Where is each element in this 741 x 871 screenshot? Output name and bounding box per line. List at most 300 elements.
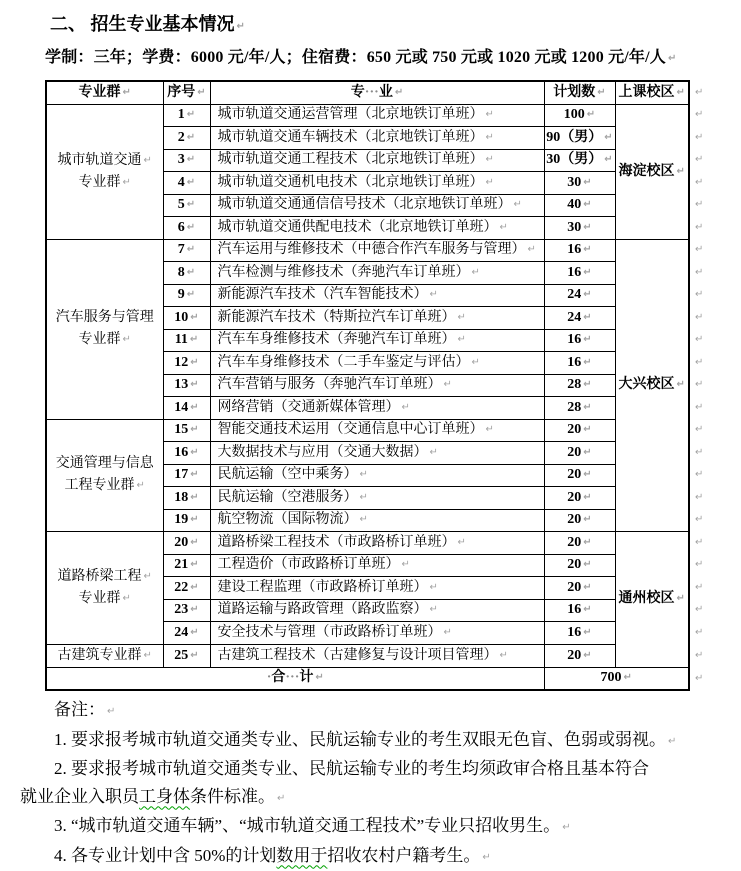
paragraph-mark-icon: ↵ (695, 357, 703, 368)
row-end-mark (689, 532, 715, 555)
text-run: 备注： (54, 700, 105, 719)
row-end-mark (689, 81, 715, 104)
group-cell (46, 532, 163, 645)
row-number-cell: 23 ↵ (163, 599, 210, 622)
row-number-cell: 16 ↵ (163, 442, 210, 465)
major-cell (210, 352, 544, 375)
paragraph-mark-icon: ↵ (360, 469, 368, 480)
paragraph-mark-icon: ↵ (695, 424, 703, 435)
paragraph-mark-icon: ↵ (695, 289, 703, 300)
row-end-mark (689, 464, 715, 487)
row-number-cell: 17 ↵ (163, 464, 210, 487)
paragraph-mark-icon: ↵ (583, 402, 591, 413)
text-run: 合 (271, 670, 285, 685)
major-name: 建设工程监理（市政路桥订单班） (218, 580, 428, 595)
paragraph-mark-icon: ↵ (144, 155, 152, 166)
plan-count-cell: 20 ↵ (544, 419, 615, 442)
paragraph-mark-icon: ↵ (360, 492, 368, 503)
group-label: 道路桥梁工程 (58, 569, 142, 584)
paragraph-mark-icon: ↵ (277, 793, 285, 804)
major-cell (210, 329, 544, 352)
paragraph-mark-icon: ↵ (677, 379, 685, 390)
group-label: 城市轨道交通 (58, 153, 142, 168)
spellcheck-underline: 工身体 (139, 787, 190, 806)
paragraph-mark-icon: ↵ (144, 650, 152, 661)
row-number-cell: 13 ↵ (163, 374, 210, 397)
paragraph-mark-icon: ↵ (486, 424, 494, 435)
paragraph-mark-icon: ↵ (695, 222, 703, 233)
row-end-mark (689, 127, 715, 150)
paragraph-mark-icon: ↵ (107, 706, 115, 717)
fees-line-text: 学制：三年；学费：6000 元/年/人；住宿费：650 元或 750 元或 1020 元或 1200 元/年/人 (45, 49, 666, 66)
text-run: 1. 要求报考城市轨道交通类专业、民航运输专业的考生双眼无色盲、色弱或弱视。 (54, 730, 666, 749)
paragraph-mark-icon: ↵ (458, 537, 466, 548)
plan-count-cell: 20 ↵ (544, 509, 615, 532)
group-label: 工程专业群 (65, 478, 135, 493)
paragraph-mark-icon: ↵ (677, 593, 685, 604)
row-end-mark (689, 217, 715, 240)
row-number-cell: 15 ↵ (163, 419, 210, 442)
paragraph-mark-icon: ↵ (583, 289, 591, 300)
group-label: 专业群 (79, 332, 121, 347)
row-end-mark (689, 307, 715, 330)
row-number-cell: 21 ↵ (163, 554, 210, 577)
paragraph-mark-icon: ↵ (677, 87, 685, 98)
plan-count-cell: 28 ↵ (544, 374, 615, 397)
total-label-cell (46, 667, 544, 690)
row-number-cell: 18 ↵ (163, 487, 210, 510)
major-name: 航空物流（国际物流） (218, 512, 358, 527)
total-row (46, 667, 715, 690)
table-header-row (46, 81, 715, 104)
campus-cell (615, 104, 689, 239)
row-end-mark (689, 352, 715, 375)
major-name: 城市轨道交通运营管理（北京地铁订单班） (218, 107, 484, 122)
paragraph-mark-icon: ↵ (187, 244, 195, 255)
paragraph-mark-icon: ↵ (583, 650, 591, 661)
text-run: ··· (365, 85, 379, 100)
paragraph-mark-icon: ↵ (695, 132, 703, 143)
major-cell (210, 577, 544, 600)
row-end-mark (689, 329, 715, 352)
notes-section (20, 696, 741, 871)
paragraph-mark-icon: ↵ (695, 402, 703, 413)
table-row (46, 239, 715, 262)
text-run: 计 (299, 670, 313, 685)
paragraph-mark-icon: ↵ (695, 379, 703, 390)
paragraph-mark-icon: ↵ (583, 469, 591, 480)
paragraph-mark-icon: ↵ (315, 672, 323, 683)
paragraph-mark-icon: ↵ (604, 132, 612, 143)
paragraph-mark-icon: ↵ (472, 357, 480, 368)
paragraph-mark-icon: ↵ (123, 177, 131, 188)
paragraph-mark-icon: ↵ (583, 447, 591, 458)
major-cell (210, 104, 544, 127)
paragraph-mark-icon: ↵ (187, 222, 195, 233)
paragraph-mark-icon: ↵ (695, 604, 703, 615)
column-header (544, 81, 615, 104)
paragraph-mark-icon: ↵ (668, 53, 677, 64)
major-name: 古建筑工程技术（古建修复与设计项目管理） (218, 648, 498, 663)
group-label: 专业群 (79, 591, 121, 606)
text-run: ··· (285, 670, 299, 685)
paragraph-mark-icon: ↵ (695, 87, 703, 98)
paragraph-mark-icon: ↵ (695, 447, 703, 458)
paragraph-mark-icon: ↵ (444, 379, 452, 390)
paragraph-mark-icon: ↵ (528, 244, 536, 255)
major-name: 大数据技术与应用（交通大数据） (218, 445, 428, 460)
paragraph-mark-icon: ↵ (486, 109, 494, 120)
major-name: 城市轨道交通通信信号技术（北京地铁订单班） (218, 197, 512, 212)
paragraph-mark-icon: ↵ (514, 199, 522, 210)
row-end-mark (689, 599, 715, 622)
paragraph-mark-icon: ↵ (187, 109, 195, 120)
paragraph-mark-icon: ↵ (187, 289, 195, 300)
paragraph-mark-icon: ↵ (187, 267, 195, 278)
paragraph-mark-icon: ↵ (190, 604, 198, 615)
paragraph-mark-icon: ↵ (190, 312, 198, 323)
paragraph-mark-icon: ↵ (430, 447, 438, 458)
paragraph-mark-icon: ↵ (430, 289, 438, 300)
section-title-text: 二、 招生专业基本情况 (50, 14, 235, 34)
row-end-mark (689, 172, 715, 195)
paragraph-mark-icon: ↵ (583, 582, 591, 593)
paragraph-mark-icon: ↵ (695, 514, 703, 525)
paragraph-mark-icon: ↵ (190, 627, 198, 638)
paragraph-mark-icon: ↵ (444, 627, 452, 638)
row-end-mark (689, 667, 715, 690)
plan-count-cell: 20 ↵ (544, 487, 615, 510)
plan-count-cell: 20 ↵ (544, 532, 615, 555)
major-name: 民航运输（空港服务） (218, 490, 358, 505)
paragraph-mark-icon: ↵ (500, 222, 508, 233)
group-label: 古建筑专业群 (58, 648, 142, 663)
column-header (46, 81, 163, 104)
paragraph-mark-icon: ↵ (190, 402, 198, 413)
table-row (46, 104, 715, 127)
paragraph-mark-icon: ↵ (695, 673, 703, 684)
text-run: 专 (351, 85, 365, 100)
paragraph-mark-icon: ↵ (583, 177, 591, 188)
section-title (50, 10, 245, 36)
paragraph-mark-icon: ↵ (583, 357, 591, 368)
row-end-mark (689, 487, 715, 510)
row-end-mark (689, 554, 715, 577)
major-cell (210, 262, 544, 285)
paragraph-mark-icon: ↵ (695, 312, 703, 323)
row-end-mark (689, 397, 715, 420)
paragraph-mark-icon: ↵ (482, 852, 490, 863)
text-run: 条件标准。 (190, 787, 275, 806)
note-line (20, 783, 741, 813)
paragraph-mark-icon: ↵ (137, 480, 145, 491)
major-name: 汽车营销与服务（奔驰汽车订单班） (218, 377, 442, 392)
row-number-cell: 8 ↵ (163, 262, 210, 285)
campus-label: 海淀校区 (619, 164, 675, 179)
plan-count-cell: 100 ↵ (544, 104, 615, 127)
major-cell (210, 149, 544, 172)
major-cell (210, 419, 544, 442)
row-number-cell: 10 ↵ (163, 307, 210, 330)
plan-count-cell: 20 ↵ (544, 644, 615, 667)
paragraph-mark-icon: ↵ (597, 87, 605, 98)
paragraph-mark-icon: ↵ (360, 514, 368, 525)
paragraph-mark-icon: ↵ (190, 514, 198, 525)
fees-line (45, 44, 677, 67)
major-cell (210, 127, 544, 150)
paragraph-mark-icon: ↵ (458, 334, 466, 345)
paragraph-mark-icon: ↵ (187, 132, 195, 143)
paragraph-mark-icon: ↵ (402, 402, 410, 413)
group-cell (46, 104, 163, 239)
row-end-mark (689, 194, 715, 217)
row-number-cell: 14 ↵ (163, 397, 210, 420)
major-name: 安全技术与管理（市政路桥订单班） (218, 625, 442, 640)
row-end-mark (689, 622, 715, 645)
group-label: 专业群 (79, 175, 121, 190)
paragraph-mark-icon: ↵ (695, 154, 703, 165)
paragraph-mark-icon: ↵ (187, 177, 195, 188)
paragraph-mark-icon: ↵ (583, 424, 591, 435)
note-line (20, 755, 741, 783)
paragraph-mark-icon: ↵ (190, 379, 198, 390)
paragraph-mark-icon: ↵ (486, 177, 494, 188)
text-run: 序号 (167, 85, 195, 100)
paragraph-mark-icon: ↵ (190, 582, 198, 593)
group-cell (46, 644, 163, 667)
paragraph-mark-icon: ↵ (144, 571, 152, 582)
plan-count-cell: 24 ↵ (544, 307, 615, 330)
row-end-mark (689, 442, 715, 465)
row-end-mark (689, 262, 715, 285)
row-end-mark (689, 284, 715, 307)
paragraph-mark-icon: ↵ (695, 627, 703, 638)
major-cell (210, 397, 544, 420)
text-run: 招收农村户籍考生。 (327, 846, 480, 865)
paragraph-mark-icon: ↵ (190, 424, 198, 435)
note-line (20, 726, 741, 756)
text-run: · (267, 670, 272, 685)
campus-cell (615, 239, 689, 532)
paragraph-mark-icon: ↵ (695, 199, 703, 210)
row-number-cell: 5 ↵ (163, 194, 210, 217)
paragraph-mark-icon: ↵ (190, 537, 198, 548)
paragraph-mark-icon: ↵ (237, 21, 245, 32)
row-number-cell: 6 ↵ (163, 217, 210, 240)
text-run: 就业企业入职员 (20, 787, 139, 806)
paragraph-mark-icon: ↵ (695, 109, 703, 120)
major-name: 城市轨道交通车辆技术（北京地铁订单班） (218, 130, 484, 145)
row-number-cell: 7 ↵ (163, 239, 210, 262)
paragraph-mark-icon: ↵ (430, 582, 438, 593)
paragraph-mark-icon: ↵ (190, 650, 198, 661)
spellcheck-underline: 数用于 (276, 846, 327, 865)
paragraph-mark-icon: ↵ (587, 109, 595, 120)
group-label: 汽车服务与管理 (56, 310, 154, 325)
campus-label: 大兴校区 (619, 377, 675, 392)
row-end-mark (689, 374, 715, 397)
paragraph-mark-icon: ↵ (624, 672, 632, 683)
major-name: 城市轨道交通机电技术（北京地铁订单班） (218, 175, 484, 190)
major-cell (210, 464, 544, 487)
major-cell (210, 239, 544, 262)
paragraph-mark-icon: ↵ (190, 469, 198, 480)
plan-count-cell: 16 ↵ (544, 329, 615, 352)
paragraph-mark-icon: ↵ (123, 87, 131, 98)
group-label: 交通管理与信息 (56, 456, 154, 471)
row-number-cell: 9 ↵ (163, 284, 210, 307)
paragraph-mark-icon: ↵ (695, 177, 703, 188)
paragraph-mark-icon: ↵ (583, 244, 591, 255)
note-line (20, 696, 741, 726)
row-number-cell: 24 ↵ (163, 622, 210, 645)
campus-cell (615, 532, 689, 668)
plan-count-cell: 16 ↵ (544, 622, 615, 645)
plan-count-cell: 16 ↵ (544, 599, 615, 622)
paragraph-mark-icon: ↵ (123, 334, 131, 345)
paragraph-mark-icon: ↵ (190, 334, 198, 345)
paragraph-mark-icon: ↵ (190, 492, 198, 503)
group-cell (46, 239, 163, 419)
paragraph-mark-icon: ↵ (190, 447, 198, 458)
paragraph-mark-icon: ↵ (695, 267, 703, 278)
paragraph-mark-icon: ↵ (583, 514, 591, 525)
table-row (46, 419, 715, 442)
text-run: 3. “城市轨道交通车辆”、“城市轨道交通工程技术”专业只招收男生。 (54, 816, 560, 835)
plan-count-cell: 30（男） ↵ (544, 149, 615, 172)
paragraph-mark-icon: ↵ (583, 312, 591, 323)
row-number-cell: 1 ↵ (163, 104, 210, 127)
text-run: 4. 各专业计划中含 50%的计划 (54, 846, 276, 865)
paragraph-mark-icon: ↵ (668, 736, 676, 747)
column-header (210, 81, 544, 104)
major-cell (210, 284, 544, 307)
paragraph-mark-icon: ↵ (695, 492, 703, 503)
major-cell (210, 194, 544, 217)
major-cell (210, 599, 544, 622)
paragraph-mark-icon: ↵ (677, 166, 685, 177)
row-number-cell: 25 ↵ (163, 644, 210, 667)
major-cell (210, 307, 544, 330)
plan-count-cell: 24 ↵ (544, 284, 615, 307)
paragraph-mark-icon: ↵ (583, 267, 591, 278)
paragraph-mark-icon: ↵ (583, 604, 591, 615)
plan-count-cell: 20 ↵ (544, 464, 615, 487)
major-cell (210, 554, 544, 577)
admissions-table (45, 80, 716, 691)
paragraph-mark-icon: ↵ (695, 244, 703, 255)
paragraph-mark-icon: ↵ (500, 650, 508, 661)
text-run: 上课校区 (619, 85, 675, 100)
plan-count-cell: 28 ↵ (544, 397, 615, 420)
major-cell (210, 622, 544, 645)
major-name: 网络营销（交通新媒体管理） (218, 400, 400, 415)
text-run: 计划数 (553, 85, 595, 100)
major-name: 道路运输与路政管理（路政监察） (218, 602, 428, 617)
row-number-cell: 2 ↵ (163, 127, 210, 150)
major-name: 汽车车身维修技术（二手车鉴定与评估） (218, 355, 470, 370)
major-name: 新能源汽车技术（汽车智能技术） (218, 287, 428, 302)
row-number-cell: 3 ↵ (163, 149, 210, 172)
paragraph-mark-icon: ↵ (472, 267, 480, 278)
note-line (20, 812, 741, 842)
row-number-cell: 12 ↵ (163, 352, 210, 375)
major-cell (210, 487, 544, 510)
row-number-cell: 22 ↵ (163, 577, 210, 600)
plan-count-cell: 30 ↵ (544, 172, 615, 195)
note-line (20, 842, 741, 871)
major-cell (210, 509, 544, 532)
row-number-cell: 20 ↵ (163, 532, 210, 555)
paragraph-mark-icon: ↵ (486, 132, 494, 143)
plan-count-cell: 20 ↵ (544, 577, 615, 600)
paragraph-mark-icon: ↵ (695, 537, 703, 548)
paragraph-mark-icon: ↵ (604, 154, 612, 165)
major-cell (210, 217, 544, 240)
paragraph-mark-icon: ↵ (583, 537, 591, 548)
major-name: 智能交通技术运用（交通信息中心订单班） (218, 422, 484, 437)
row-number-cell: 19 ↵ (163, 509, 210, 532)
paragraph-mark-icon: ↵ (583, 627, 591, 638)
group-cell (46, 419, 163, 532)
row-number-cell: 11 ↵ (163, 329, 210, 352)
text-run: 2. 要求报考城市轨道交通类专业、民航运输专业的考生均须政审合格且基本符合 (54, 759, 649, 778)
plan-count-cell: 16 ↵ (544, 239, 615, 262)
major-cell (210, 172, 544, 195)
row-end-mark (689, 577, 715, 600)
campus-label: 通州校区 (619, 591, 675, 606)
major-name: 汽车运用与维修技术（中德合作汽车服务与管理） (218, 242, 526, 257)
paragraph-mark-icon: ↵ (123, 593, 131, 604)
paragraph-mark-icon: ↵ (583, 379, 591, 390)
column-header (615, 81, 689, 104)
major-cell (210, 532, 544, 555)
paragraph-mark-icon: ↵ (583, 199, 591, 210)
paragraph-mark-icon: ↵ (695, 469, 703, 480)
major-name: 民航运输（空中乘务） (218, 467, 358, 482)
text-run: 业 (379, 85, 393, 100)
major-cell (210, 442, 544, 465)
text-run: 专业群 (79, 85, 121, 100)
row-end-mark (689, 509, 715, 532)
paragraph-mark-icon: ↵ (562, 822, 570, 833)
column-header (163, 81, 210, 104)
paragraph-mark-icon: ↵ (402, 559, 410, 570)
paragraph-mark-icon: ↵ (486, 154, 494, 165)
paragraph-mark-icon: ↵ (190, 357, 198, 368)
major-name: 新能源汽车技术（特斯拉汽车订单班） (218, 310, 456, 325)
paragraph-mark-icon: ↵ (187, 199, 195, 210)
paragraph-mark-icon: ↵ (187, 154, 195, 165)
major-cell (210, 374, 544, 397)
plan-count-cell: 16 ↵ (544, 262, 615, 285)
row-end-mark (689, 149, 715, 172)
plan-count-cell: 20 ↵ (544, 554, 615, 577)
table-row (46, 644, 715, 667)
major-name: 城市轨道交通供配电技术（北京地铁订单班） (218, 220, 498, 235)
row-end-mark (689, 644, 715, 667)
table-row (46, 532, 715, 555)
major-name: 工程造价（市政路桥订单班） (218, 557, 400, 572)
paragraph-mark-icon: ↵ (583, 334, 591, 345)
plan-count-cell: 20 ↵ (544, 442, 615, 465)
paragraph-mark-icon: ↵ (458, 312, 466, 323)
major-name: 汽车检测与维修技术（奔驰汽车订单班） (218, 265, 470, 280)
paragraph-mark-icon: ↵ (583, 559, 591, 570)
major-name: 城市轨道交通工程技术（北京地铁订单班） (218, 152, 484, 167)
paragraph-mark-icon: ↵ (197, 87, 205, 98)
row-end-mark (689, 239, 715, 262)
